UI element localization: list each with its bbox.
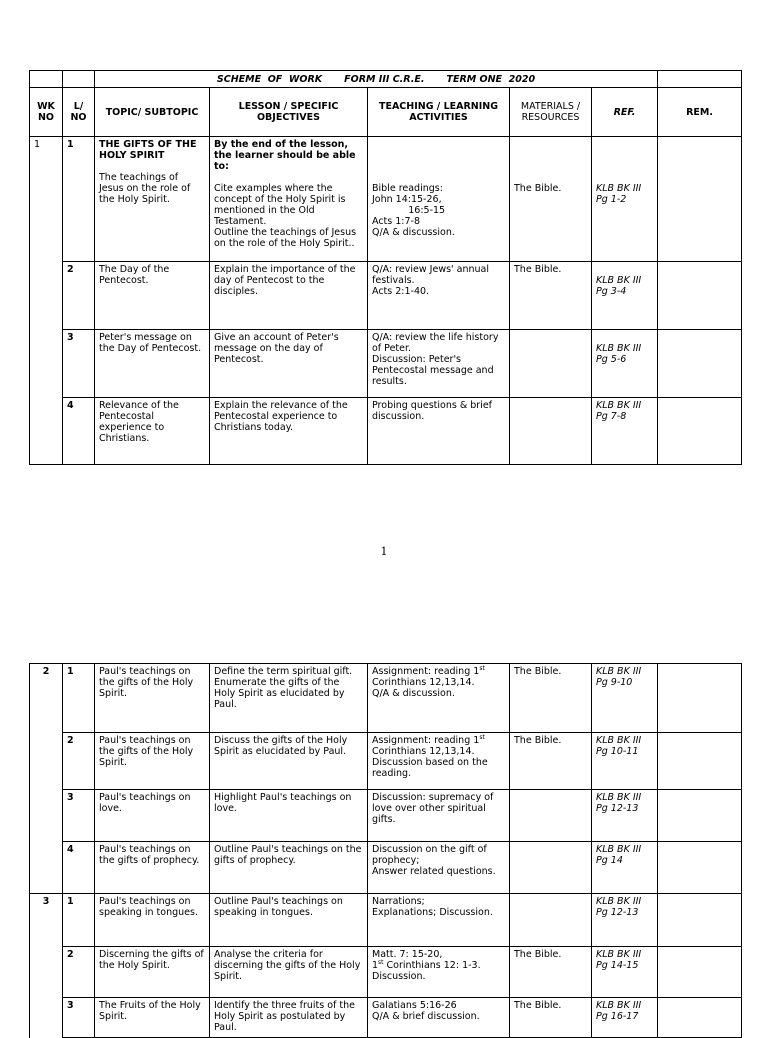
activities-text: Probing questions & brief discussion.	[368, 398, 510, 465]
title-form: FORM III C.R.E.	[344, 73, 425, 85]
objectives-text: Analyse the criteria for discerning the gifts of the Holy Spirit.	[210, 947, 368, 998]
title-term: TERM ONE 2020	[446, 73, 536, 85]
activities-text: Narrations; Explanations; Discussion.	[368, 894, 510, 947]
topic-text: Paul's teachings on speaking in tongues.	[95, 894, 210, 947]
lesson-number: 4	[63, 842, 95, 894]
activities-text: Bible readings: John 14:15-26, 16:5-15 Acts 1:7-8 Q/A & discussion.	[372, 183, 455, 238]
lesson-number: 3	[63, 790, 95, 842]
table-row	[30, 998, 742, 1038]
ref-text: KLB BK III Pg 9-10	[592, 664, 658, 733]
ref-text: KLB BK III Pg 12-13	[592, 790, 658, 842]
activities-text: Matt. 7: 15-20, 1	[372, 949, 443, 971]
table-title	[95, 71, 658, 88]
ref-text: KLB BK III Pg 3-4	[596, 275, 642, 297]
remarks-cell	[658, 330, 742, 398]
activities-text: Q/A: review the life history of Peter. Discussion: Peter's Pentecostal message and results.	[368, 330, 510, 398]
week-number	[30, 733, 63, 790]
week-number	[30, 842, 63, 894]
table-row	[30, 733, 742, 790]
topic-text: The Fruits of the Holy Spirit.	[95, 998, 210, 1038]
scheme-table-page-2	[29, 663, 742, 1038]
week-number	[30, 998, 63, 1038]
materials-text	[510, 790, 592, 842]
lesson-number: 2	[63, 733, 95, 790]
activities-text: Galatians 5:16-26 Q/A & brief discussion.	[368, 998, 510, 1038]
topic-cell	[95, 137, 210, 262]
ref-cell	[592, 137, 658, 262]
activities-cell	[368, 947, 510, 998]
remarks-cell	[658, 137, 742, 262]
title-blank-cell	[63, 71, 95, 88]
ref-text: KLB BK III Pg 10-11	[592, 733, 658, 790]
topic-text: Paul's teachings on love.	[95, 790, 210, 842]
topic-text: Paul's teachings on the gifts of the Holy Spirit.	[95, 733, 210, 790]
topic-text: Discerning the gifts of the Holy Spirit.	[95, 947, 210, 998]
lesson-number: 1	[63, 137, 95, 262]
week-number	[30, 262, 63, 330]
header-rem: REM.	[658, 88, 742, 137]
objectives-text: Identify the three fruits of the Holy Spirit as postulated by Paul.	[210, 998, 368, 1038]
materials-text: The Bible.	[510, 262, 592, 330]
title-blank-cell	[30, 71, 63, 88]
objectives-cell	[210, 137, 368, 262]
activities-text: Assignment: reading 1	[372, 735, 480, 746]
title-scheme: SCHEME OF WORK	[216, 73, 323, 85]
table-row	[30, 330, 742, 398]
materials-text	[510, 398, 592, 465]
header-wk: WK NO	[30, 88, 63, 137]
header-row	[30, 88, 742, 137]
materials-text: The Bible.	[510, 947, 592, 998]
materials-text: The Bible.	[514, 183, 562, 194]
objectives-text: Cite examples where the concept of the Holy Spirit is mentioned in the Old Testament. Outline the teachings of Jesus on the role of the Holy Spirit..	[214, 183, 357, 249]
objectives-text: Define the term spiritual gift. Enumerate the gifts of the Holy Spirit as elucidated by Paul.	[210, 664, 368, 733]
week-number	[30, 330, 63, 398]
objectives-text: Explain the importance of the day of Pentecost to the disciples.	[210, 262, 368, 330]
lesson-number: 2	[63, 262, 95, 330]
remarks-cell	[658, 790, 742, 842]
materials-text: The Bible.	[510, 998, 592, 1038]
ref-text: KLB BK III Pg 14	[592, 842, 658, 894]
header-activities: TEACHING / LEARNING ACTIVITIES	[368, 88, 510, 137]
objectives-heading: By the end of the lesson, the learner should be able to:	[214, 139, 356, 172]
header-ln: L/ NO	[63, 88, 95, 137]
page-number: 1	[380, 545, 388, 558]
materials-text	[510, 842, 592, 894]
lesson-number: 1	[63, 664, 95, 733]
materials-cell	[510, 137, 592, 262]
lesson-number: 4	[63, 398, 95, 465]
ref-text: KLB BK III Pg 16-17	[592, 998, 658, 1038]
activities-cell	[368, 137, 510, 262]
objectives-text: Give an account of Peter's message on the day of Pentecost.	[210, 330, 368, 398]
activities-text: Assignment: reading 1	[372, 666, 480, 677]
ref-text: KLB BK III Pg 7-8	[592, 398, 658, 465]
materials-text: The Bible.	[510, 664, 592, 733]
lesson-number: 1	[63, 894, 95, 947]
title-blank-cell	[658, 71, 742, 88]
table-row	[30, 790, 742, 842]
activities-text-cont: Corinthians 12,13,14. Q/A & discussion.	[372, 677, 475, 699]
activities-cell	[368, 733, 510, 790]
week-number: 3	[30, 894, 63, 947]
table-row	[30, 894, 742, 947]
table-row	[30, 262, 742, 330]
table-row	[30, 137, 742, 262]
table-row	[30, 947, 742, 998]
materials-text	[510, 330, 592, 398]
ref-text: KLB BK III Pg 1-2	[596, 183, 642, 205]
objectives-text: Discuss the gifts of the Holy Spirit as elucidated by Paul.	[210, 733, 368, 790]
remarks-cell	[658, 842, 742, 894]
ordinal-suffix: st	[378, 958, 384, 966]
table-row	[30, 398, 742, 465]
topic-text: Relevance of the Pentecostal experience to Christians.	[95, 398, 210, 465]
activities-text-cont: Corinthians 12: 1-3. Discussion.	[372, 960, 481, 982]
activities-text-cont: Corinthians 12,13,14. Discussion based on the reading.	[372, 746, 488, 779]
header-materials: MATERIALS / RESOURCES	[510, 88, 592, 137]
topic-text: The Day of the Pentecost.	[95, 262, 210, 330]
remarks-cell	[658, 998, 742, 1038]
ref-text: KLB BK III Pg 12-13	[592, 894, 658, 947]
ordinal-suffix: st	[479, 733, 485, 741]
ref-cell	[592, 330, 658, 398]
materials-text	[510, 894, 592, 947]
ref-cell	[592, 262, 658, 330]
week-number	[30, 398, 63, 465]
topic-text: Paul's teachings on the gifts of the Holy Spirit.	[95, 664, 210, 733]
topic-text: Peter's message on the Day of Pentecost.	[95, 330, 210, 398]
week-number: 1	[30, 137, 63, 262]
lesson-number: 3	[63, 330, 95, 398]
scheme-table-page-1	[29, 70, 742, 465]
remarks-cell	[658, 262, 742, 330]
header-ref: REF.	[592, 88, 658, 137]
remarks-cell	[658, 664, 742, 733]
activities-text: Discussion on the gift of prophecy; Answer related questions.	[368, 842, 510, 894]
week-number	[30, 947, 63, 998]
topic-heading: THE GIFTS OF THE HOLY SPIRIT	[99, 139, 197, 161]
header-topic: TOPIC/ SUBTOPIC	[95, 88, 210, 137]
topic-text: The teachings of Jesus on the role of the Holy Spirit.	[99, 172, 191, 205]
activities-cell	[368, 664, 510, 733]
activities-text: Q/A: review Jews' annual festivals. Acts 2:1-40.	[368, 262, 510, 330]
table-row	[30, 664, 742, 733]
week-number	[30, 790, 63, 842]
remarks-cell	[658, 947, 742, 998]
remarks-cell	[658, 894, 742, 947]
ref-text: KLB BK III Pg 14-15	[592, 947, 658, 998]
lesson-number: 3	[63, 998, 95, 1038]
remarks-cell	[658, 398, 742, 465]
lesson-number: 2	[63, 947, 95, 998]
materials-text: The Bible.	[510, 733, 592, 790]
ref-text: KLB BK III Pg 5-6	[596, 343, 642, 365]
objectives-text: Outline Paul's teachings on the gifts of prophecy.	[210, 842, 368, 894]
week-number: 2	[30, 664, 63, 733]
topic-text: Paul's teachings on the gifts of prophecy.	[95, 842, 210, 894]
ordinal-suffix: st	[479, 664, 485, 672]
objectives-text: Outline Paul's teachings on speaking in tongues.	[210, 894, 368, 947]
objectives-text: Explain the relevance of the Pentecostal experience to Christians today.	[210, 398, 368, 465]
header-objectives: LESSON / SPECIFIC OBJECTIVES	[210, 88, 368, 137]
table-row	[30, 842, 742, 894]
objectives-text: Highlight Paul's teachings on love.	[210, 790, 368, 842]
remarks-cell	[658, 733, 742, 790]
activities-text: Discussion: supremacy of love over other spiritual gifts.	[368, 790, 510, 842]
